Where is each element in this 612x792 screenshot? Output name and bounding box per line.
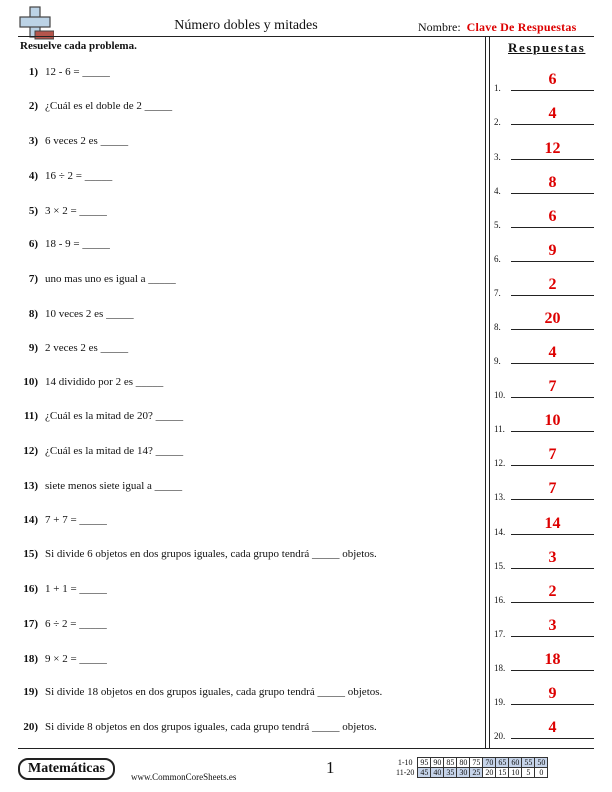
question-number: 4) [28, 170, 38, 182]
answer-line [511, 295, 594, 296]
answer-number: 13. [494, 492, 506, 502]
answer-16 [494, 575, 594, 605]
answer-line [511, 738, 594, 739]
question-number: 9) [28, 342, 38, 354]
footer-url: www.CommonCoreSheets.es [131, 772, 237, 782]
answer-line [511, 670, 594, 671]
answer-number: 15. [494, 561, 506, 571]
answer-value: 12 [544, 140, 561, 157]
score-cell: 85 [444, 758, 457, 768]
answer-value: 4 [548, 719, 557, 736]
question-text: ¿Cuál es la mitad de 14? _____ [45, 445, 184, 457]
score-cell: 90 [431, 758, 444, 768]
answer-number: 19. [494, 697, 506, 707]
answer-value: 14 [544, 515, 561, 532]
question-number: 6) [28, 238, 38, 250]
question-number: 10) [23, 376, 38, 388]
answer-line [511, 261, 594, 262]
answer-number: 6. [494, 254, 501, 264]
answer-17 [494, 609, 594, 639]
question-number: 12) [23, 445, 38, 457]
question-number: 20) [23, 721, 38, 733]
question-number: 18) [23, 653, 38, 665]
answer-15 [494, 541, 594, 571]
score-cell: 55 [522, 758, 535, 768]
answer-value: 9 [548, 242, 557, 259]
question-text: 10 veces 2 es _____ [45, 308, 134, 320]
answer-number: 12. [494, 458, 506, 468]
footer-rule [18, 748, 594, 749]
question-text: 7 + 7 = _____ [45, 514, 107, 526]
answer-number: 17. [494, 629, 506, 639]
score-row-11-20 [394, 768, 548, 778]
score-cell: 60 [509, 758, 522, 768]
score-row-1-10 [394, 758, 548, 768]
question-text: 12 - 6 = _____ [45, 66, 110, 78]
answer-value: 9 [548, 685, 557, 702]
header-rule [18, 36, 594, 37]
score-cell: 30 [457, 768, 470, 778]
score-cell: 20 [483, 768, 496, 778]
question-text: Si divide 8 objetos en dos grupos iguales, cada grupo tendrá _____ objetos. [45, 721, 377, 733]
answer-7 [494, 268, 594, 298]
question-number: 1) [28, 66, 38, 78]
answer-3 [494, 132, 594, 162]
answer-line [511, 704, 594, 705]
score-cell: 65 [496, 758, 509, 768]
answer-key-label: Clave De Respuestas [466, 20, 577, 34]
answer-number: 5. [494, 220, 501, 230]
name-label: Nombre: [418, 20, 461, 34]
answer-13 [494, 472, 594, 502]
score-cell: 50 [535, 758, 548, 768]
answer-line [511, 227, 594, 228]
question-text: ¿Cuál es la mitad de 20? _____ [45, 410, 184, 422]
question-text: Si divide 6 objetos en dos grupos iguales, cada grupo tendrá _____ objetos. [45, 548, 377, 560]
answer-value: 10 [544, 412, 561, 429]
answer-18 [494, 643, 594, 673]
question-number: 7) [28, 273, 38, 285]
answer-number: 18. [494, 663, 506, 673]
answer-9 [494, 336, 594, 366]
question-number: 8) [28, 308, 38, 320]
answer-number: 7. [494, 288, 501, 298]
column-divider [485, 36, 490, 748]
answer-line [511, 159, 594, 160]
answer-14 [494, 507, 594, 537]
question-number: 11) [23, 410, 38, 422]
answer-value: 4 [548, 344, 557, 361]
answer-line [511, 534, 594, 535]
score-row-label: 1-10 [397, 758, 413, 767]
footer-brand-badge: Matemáticas [18, 758, 115, 780]
score-cell: 5 [522, 768, 535, 778]
answer-value: 7 [548, 378, 557, 395]
answer-number: 9. [494, 356, 501, 366]
answers-heading: Respuestas [508, 40, 586, 55]
question-text: 9 × 2 = _____ [45, 653, 107, 665]
score-cell: 0 [535, 768, 548, 778]
question-2 [18, 100, 172, 112]
answer-number: 16. [494, 595, 506, 605]
answer-line [511, 465, 594, 466]
question-9 [18, 342, 128, 354]
name-field [418, 20, 576, 35]
question-number: 15) [23, 548, 38, 560]
answer-value: 20 [544, 310, 561, 327]
question-text: 18 - 9 = _____ [45, 238, 110, 250]
answer-2 [494, 97, 594, 127]
answer-value: 8 [548, 174, 557, 191]
score-cell: 70 [483, 758, 496, 768]
question-text: 3 × 2 = _____ [45, 205, 107, 217]
answer-value: 6 [548, 208, 557, 225]
answer-4 [494, 166, 594, 196]
answer-number: 14. [494, 527, 506, 537]
question-number: 14) [23, 514, 38, 526]
answer-value: 7 [548, 480, 557, 497]
question-5 [18, 205, 107, 217]
score-cell: 95 [418, 758, 431, 768]
question-text: siete menos siete igual a _____ [45, 480, 183, 492]
question-text: 6 ÷ 2 = _____ [45, 618, 107, 630]
answer-line [511, 90, 594, 91]
question-10 [18, 376, 163, 388]
answer-value: 3 [548, 617, 557, 634]
score-cell: 80 [457, 758, 470, 768]
answer-number: 3. [494, 152, 501, 162]
answer-1 [494, 63, 594, 93]
question-8 [18, 308, 134, 320]
question-number: 16) [23, 583, 38, 595]
answer-line [511, 568, 594, 569]
question-6 [18, 238, 110, 250]
question-4 [18, 170, 112, 182]
answer-number: 2. [494, 117, 501, 127]
question-text: ¿Cuál es el doble de 2 _____ [45, 100, 173, 112]
score-cell: 45 [418, 768, 431, 778]
answer-line [511, 431, 594, 432]
page-title: Número dobles y mitades [174, 18, 318, 33]
answer-number: 4. [494, 186, 501, 196]
score-cell: 75 [470, 758, 483, 768]
answer-19 [494, 677, 594, 707]
answer-value: 2 [548, 276, 557, 293]
score-table [394, 757, 548, 778]
answer-8 [494, 302, 594, 332]
score-cell: 15 [496, 768, 509, 778]
answer-value: 4 [548, 105, 557, 122]
answer-value: 2 [548, 583, 557, 600]
question-20 [18, 721, 377, 733]
question-number: 2) [28, 100, 38, 112]
answer-line [511, 193, 594, 194]
question-7 [18, 273, 176, 285]
question-14 [18, 514, 107, 526]
answer-value: 7 [548, 446, 557, 463]
question-19 [18, 686, 382, 698]
question-1 [18, 66, 110, 78]
question-text: uno mas uno es igual a _____ [45, 273, 176, 285]
question-text: 6 veces 2 es _____ [45, 135, 129, 147]
answer-number: 11. [494, 424, 505, 434]
answer-5 [494, 200, 594, 230]
question-text: 1 + 1 = _____ [45, 583, 107, 595]
question-number: 13) [23, 480, 38, 492]
answer-10 [494, 370, 594, 400]
question-text: 14 dividido por 2 es _____ [45, 376, 164, 388]
question-18 [18, 653, 107, 665]
question-13 [18, 480, 182, 492]
answer-6 [494, 234, 594, 264]
answer-12 [494, 438, 594, 468]
answer-line [511, 499, 594, 500]
answer-value: 6 [548, 71, 557, 88]
answer-value: 18 [544, 651, 561, 668]
question-12 [18, 445, 183, 457]
question-text: Si divide 18 objetos en dos grupos iguales, cada grupo tendrá _____ objetos. [45, 686, 383, 698]
answer-value: 3 [548, 549, 557, 566]
answer-20 [494, 711, 594, 741]
answer-line [511, 602, 594, 603]
answer-line [511, 397, 594, 398]
answer-line [511, 636, 594, 637]
question-number: 19) [23, 686, 38, 698]
question-number: 3) [28, 135, 38, 147]
question-text: 2 veces 2 es _____ [45, 342, 129, 354]
score-cell: 40 [431, 768, 444, 778]
score-cell: 35 [444, 768, 457, 778]
instructions: Resuelve cada problema. [20, 40, 137, 52]
answer-number: 8. [494, 322, 501, 332]
question-3 [18, 135, 128, 147]
page-number: 1 [326, 758, 335, 777]
answer-line [511, 329, 594, 330]
question-11 [18, 410, 183, 422]
answer-line [511, 363, 594, 364]
question-17 [18, 618, 107, 630]
answer-number: 10. [494, 390, 506, 400]
score-cell: 10 [509, 768, 522, 778]
answer-line [511, 124, 594, 125]
answer-number: 20. [494, 731, 506, 741]
question-number: 5) [28, 205, 38, 217]
answer-11 [494, 404, 594, 434]
question-text: 16 ÷ 2 = _____ [45, 170, 113, 182]
answer-number: 1. [494, 83, 501, 93]
question-16 [18, 583, 107, 595]
question-number: 17) [23, 618, 38, 630]
question-15 [18, 548, 377, 560]
score-row-label: 11-20 [396, 768, 415, 777]
score-cell: 25 [470, 768, 483, 778]
